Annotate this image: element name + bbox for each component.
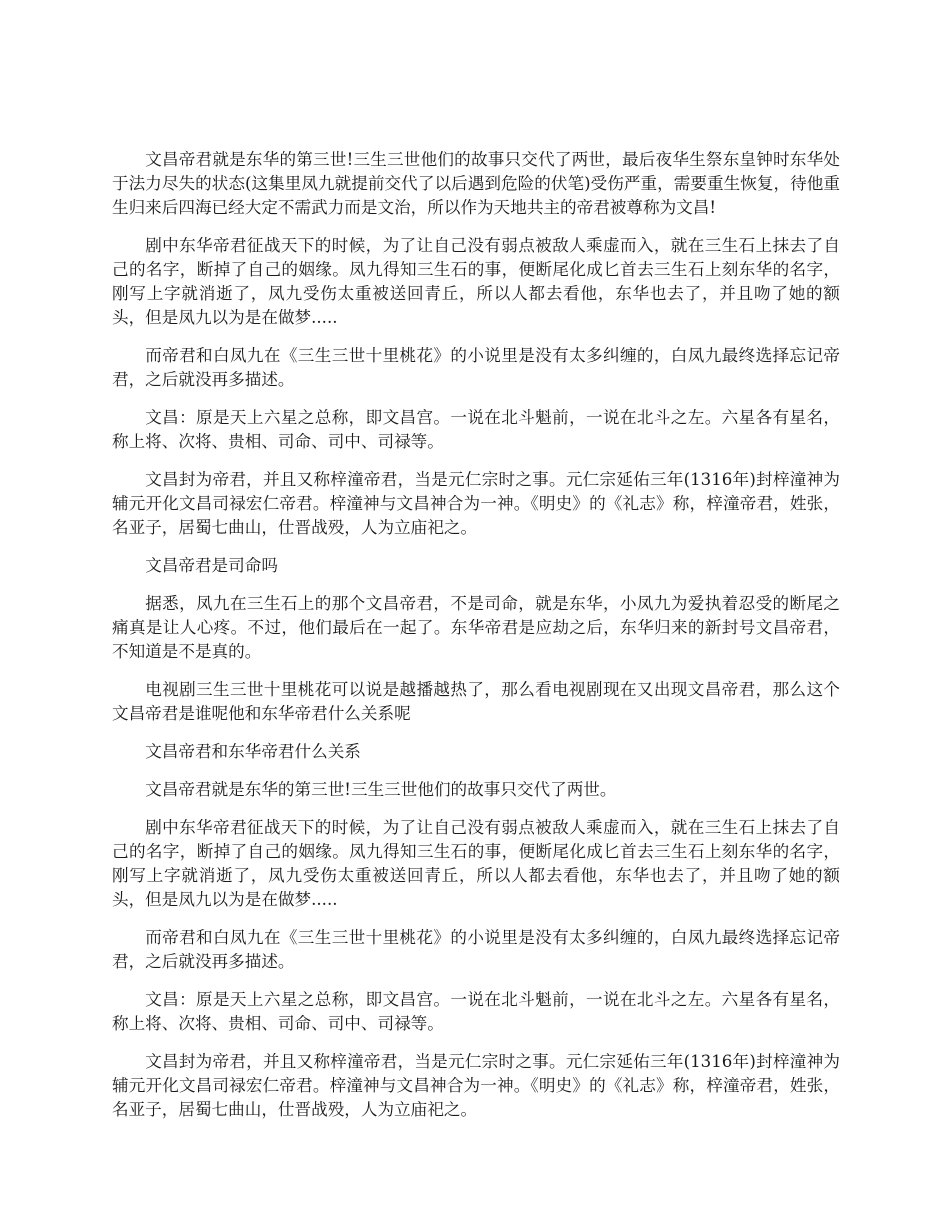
paragraph-4: 文昌：原是天上六星之总称，即文昌宫。一说在北斗魁前，一说在北斗之左。六星各有星名，称上将、次将、贵相、司命、司中、司禄等。	[112, 408, 840, 451]
paragraph-5: 文昌封为帝君，并且又称梓潼帝君，当是元仁宗时之事。元仁宗延佑三年(1316年)封梓潼神为辅元开化文昌司禄宏仁帝君。梓潼神与文昌神合为一神。《明史》的《礼志》称，梓潼帝君，姓张，名亚子，居蜀七曲山，仕晋战殁，人为立庙祀之。	[112, 470, 840, 537]
paragraph-14: 文昌封为帝君，并且又称梓潼帝君，当是元仁宗时之事。元仁宗延佑三年(1316年)封梓潼神为辅元开化文昌司禄宏仁帝君。梓潼神与文昌神合为一神。《明史》的《礼志》称，梓潼帝君，姓张，名亚子，居蜀七曲山，仕晋战殁，人为立庙祀之。	[112, 1052, 840, 1119]
section-heading-2: 文昌帝君和东华帝君什么关系	[145, 742, 361, 761]
paragraph-13: 文昌：原是天上六星之总称，即文昌宫。一说在北斗魁前，一说在北斗之左。六星各有星名，称上将、次将、贵相、司命、司中、司禄等。	[112, 990, 840, 1033]
paragraph-2: 剧中东华帝君征战天下的时候，为了让自己没有弱点被敌人乘虚而入，就在三生石上抹去了自己的名字，断掉了自己的姻缘。凤九得知三生石的事，便断尾化成匕首去三生石上刻东华的名字，刚写上字就消逝了，凤九受伤太重被送回青丘，所以人都去看他，东华也去了，并且吻了她的额头，但是凤九以为是在做梦.....	[112, 236, 840, 327]
paragraph-11: 剧中东华帝君征战天下的时候，为了让自己没有弱点被敌人乘虚而入，就在三生石上抹去了自己的名字，断掉了自己的姻缘。凤九得知三生石的事，便断尾化成匕首去三生石上刻东华的名字，刚写上字就消逝了，凤九受伤太重被送回青丘，所以人都去看他，东华也去了，并且吻了她的额头，但是凤九以为是在做梦.....	[112, 818, 840, 909]
paragraph-7: 据悉，凤九在三生石上的那个文昌帝君，不是司命，就是东华，小凤九为爱执着忍受的断尾之痛真是让人心疼。不过，他们最后在一起了。东华帝君是应劫之后，东华归来的新封号文昌帝君，不知道是不是真的。	[112, 594, 840, 661]
paragraph-12: 而帝君和白凤九在《三生三世十里桃花》的小说里是没有太多纠缠的，白凤九最终选择忘记帝君，之后就没再多描述。	[112, 928, 840, 971]
paragraph-8: 电视剧三生三世十里桃花可以说是越播越热了，那么看电视剧现在又出现文昌帝君，那么这个文昌帝君是谁呢他和东华帝君什么关系呢	[112, 680, 840, 723]
paragraph-3: 而帝君和白凤九在《三生三世十里桃花》的小说里是没有太多纠缠的，白凤九最终选择忘记帝君，之后就没再多描述。	[112, 346, 840, 389]
paragraph-10: 文昌帝君就是东华的第三世!三生三世他们的故事只交代了两世。	[145, 780, 617, 799]
document-body	[112, 148, 840, 1136]
section-heading-1: 文昌帝君是司命吗	[145, 556, 278, 575]
paragraph-1: 文昌帝君就是东华的第三世!三生三世他们的故事只交代了两世，最后夜华生祭东皇钟时东华处于法力尽失的状态(这集里凤九就提前交代了以后遇到危险的伏笔)受伤严重，需要重生恢复，待他重生归来后四海已经大定不需武力而是文治，所以作为天地共主的帝君被尊称为文昌!	[112, 150, 840, 217]
